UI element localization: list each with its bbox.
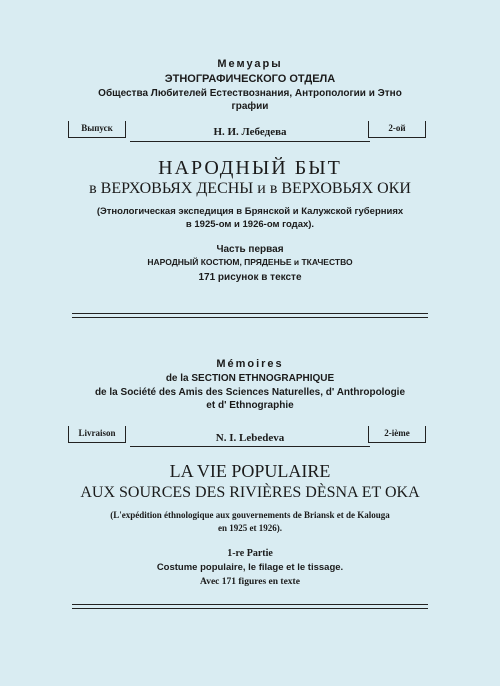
ru-author-underline xyxy=(130,141,370,142)
ru-part: Часть первая xyxy=(216,244,284,255)
ru-issue-number: 2-ой xyxy=(388,123,406,133)
fr-part-subject: Costume populaire, le filage et le tissage. xyxy=(156,562,344,573)
fr-title-line1: LA VIE POPULAIRE xyxy=(169,461,331,481)
fr-figures: Avec 171 figures en texte xyxy=(200,577,300,587)
ru-society-line2: графии xyxy=(231,101,269,112)
fr-society-line1: de la Société des Amis des Sciences Naturelles, d' Anthropologie xyxy=(94,387,406,398)
ru-title-line2: в ВЕРХОВЬЯХ ДЕСНЫ и в ВЕРХОВЬЯХ ОКИ xyxy=(89,180,411,197)
divider-bottom-1 xyxy=(72,604,428,605)
fr-section: de la SECTION ETHNOGRAPHIQUE xyxy=(165,373,335,384)
fr-expedition-line1: (L'expédition éthnologique aux gouvernements de Briansk et de Kalouga xyxy=(110,510,390,520)
ru-memoirs-label: Мемуары xyxy=(217,58,283,70)
ru-expedition-line1: (Этнологическая экспедиция в Брянской и Калужской губерниях xyxy=(96,206,404,217)
ru-title-line1: НАРОДНЫЙ БЫТ xyxy=(158,157,342,179)
fr-author-underline xyxy=(130,446,370,447)
fr-issue-label: Livraison xyxy=(78,428,116,438)
ru-society-line1: Общества Любителей Естествознания, Антропологии и Этно xyxy=(98,88,402,99)
ru-issue-label: Выпуск xyxy=(81,123,113,133)
fr-title-line2: AUX SOURCES DES RIVIÈRES DÈSNA ET OKA xyxy=(80,484,420,501)
fr-issue-number-box xyxy=(368,426,426,443)
ru-issue-number-box xyxy=(368,121,426,138)
fr-part: 1-re Partie xyxy=(227,548,273,559)
ru-author: Н. И. Лебедева xyxy=(213,126,287,138)
divider-bottom-2 xyxy=(72,608,428,609)
ru-department: ЭТНОГРАФИЧЕСКОГО ОТДЕЛА xyxy=(164,73,336,85)
ru-part-subject: НАРОДНЫЙ КОСТЮМ, ПРЯДЕНЬЕ и ТКАЧЕСТВО xyxy=(147,257,353,267)
divider-top-1 xyxy=(72,313,428,314)
fr-society-line2: et d' Ethnographie xyxy=(206,400,294,411)
fr-author: N. I. Lebedeva xyxy=(215,432,285,444)
ru-expedition-line2: в 1925-ом и 1926-ом годах). xyxy=(185,219,315,230)
divider-top-2 xyxy=(72,317,428,318)
fr-expedition-line2: en 1925 et 1926). xyxy=(218,523,282,533)
ru-figures: 171 рисунок в тексте xyxy=(198,272,302,283)
fr-memoirs-label: Mémoires xyxy=(216,358,284,370)
fr-issue-number: 2-ième xyxy=(384,428,410,438)
